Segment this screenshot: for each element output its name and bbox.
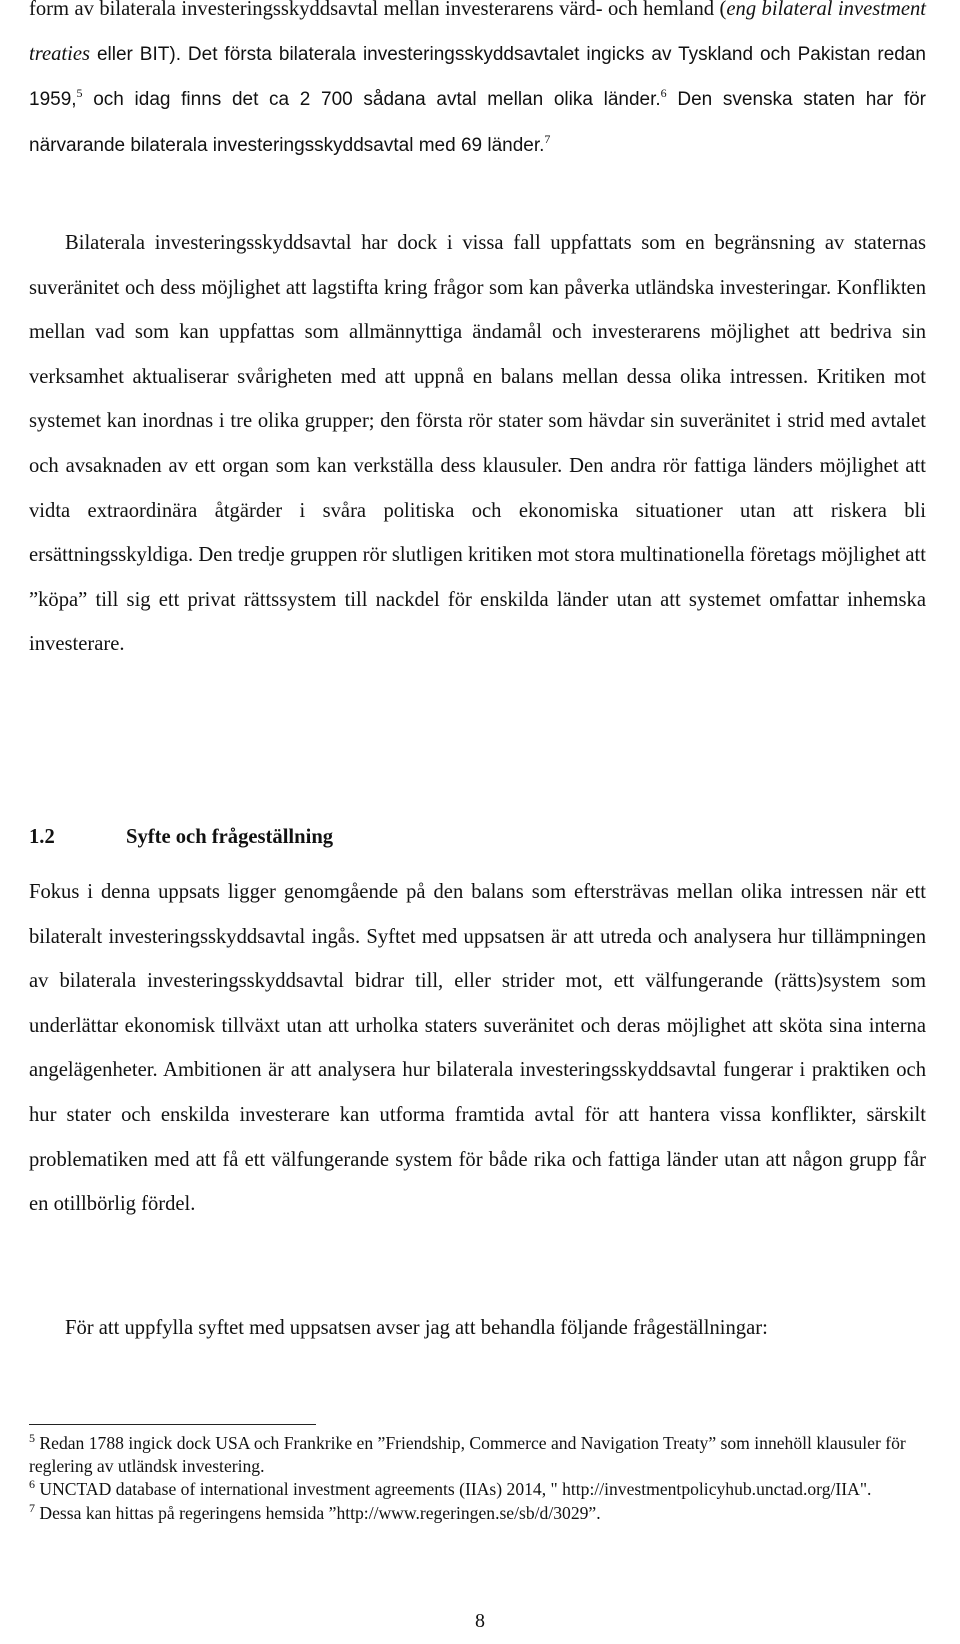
text-segment: Den svenska staten har för närvarande bilaterala investeringsskyddsavtal med 69 länder. [29, 89, 927, 156]
footnote-5 [29, 1432, 926, 1478]
footnote-7 [29, 1502, 926, 1525]
paragraph-criticism: Bilaterala investeringsskyddsavtal har dock i vissa fall uppfattats som en begränsning av staternas suveränitet och dess möjlighet att lagstifta kring frågor som kan påverka utländska investeringar. Konflikten mellan vad som kan uppfattas som allmännyttiga ändamål och investerarens möjlighet att bedriva sin verksamhet aktualiserar svårigheten med att uppnå en balans mellan dessa olika intressen. Kritiken mot systemet kan inordnas i tre olika grupper; den första rör stater som hävdar sin suveränitet i strid med avtalet och avsaknaden av ett organ som kan verkställa dess klausuler. Den andra rör fattiga länders möjlighet att vidta extraordinära åtgärder i svåra politiska och ekonomiska situationer utan att riskera bli ersättningsskyldiga. Den tredje gruppen rör slutligen kritiken mot stora multinationella företags möjlighet att ”köpa” till sig ett privat rättssystem till nackdel för enskilda länder utan att systemet omfattar inhemska investerare. [29, 232, 926, 656]
text-segment: och idag finns det ca 2 700 sådana avtal mellan olika länder. [82, 89, 661, 111]
footnote-6 [29, 1478, 926, 1501]
footnote-ref-7[interactable]: 7 [544, 131, 551, 146]
section-title: Syfte och frågeställning [126, 826, 334, 848]
footnote-number: 6 [29, 1477, 35, 1492]
text-segment: eller BIT). Det första bilaterala investeringsskyddsavtalet ingicks av Tyskland och Pakistan redan 1959, [29, 43, 926, 111]
footnote-ref-6[interactable]: 6 [660, 86, 667, 101]
footnote-text: Dessa kan hittas på regeringens hemsida ”http://www.regeringen.se/sb/d/3029”. [35, 1502, 601, 1523]
paragraph-questions-intro: För att uppfylla syftet med uppsatsen avser jag att behandla följande frågeställningar: [65, 1317, 768, 1339]
footnote-ref-5[interactable]: 5 [76, 86, 83, 101]
footnote-number: 5 [29, 1431, 35, 1446]
footnotes [29, 1432, 926, 1525]
italic-term: eng bilateral investment treaties [29, 0, 926, 65]
footnote-divider [29, 1424, 316, 1425]
footnote-text: Redan 1788 ingick dock USA och Frankrike en ”Friendship, Commerce and Navigation Treaty” som innehöll klausuler för reglering av utländsk investering. [29, 1433, 906, 1477]
footnote-text: UNCTAD database of international investment agreements (IIAs) 2014, " http://investmentpolicyhub.unctad.org/IIA". [35, 1479, 872, 1500]
section-number: 1.2 [29, 826, 55, 848]
footnote-number: 7 [29, 1500, 35, 1515]
page-number: 8 [475, 1610, 485, 1632]
text-segment: form av bilaterala investeringsskyddsavtal mellan investerarens värd- och hemland ( [29, 0, 727, 20]
paragraph-bit-intro [29, 0, 926, 168]
section-heading [29, 823, 333, 851]
paragraph-purpose: Fokus i denna uppsats ligger genomgående på den balans som eftersträvas mellan olika intressen när ett bilateralt investeringsskyddsavtal ingås. Syftet med uppsatsen är att utreda och analysera hur tillämpningen av bilaterala investeringsskyddsavtal bidrar till, eller strider mot, ett välfungerande (rätts)system som underlättar ekonomisk tillväxt utan att urholka staters suveränitet och deras möjlighet att sköta sina interna angelägenheter. Ambitionen är att analysera hur bilaterala investeringsskyddsavtal fungerar i praktiken och hur stater och enskilda investerare kan utforma framtida avtal för att hantera vissa konflikter, särskilt problematiken med att få ett välfungerande system för både rika och fattiga länder utan att någon grupp får en otillbörlig fördel. [29, 881, 926, 1216]
